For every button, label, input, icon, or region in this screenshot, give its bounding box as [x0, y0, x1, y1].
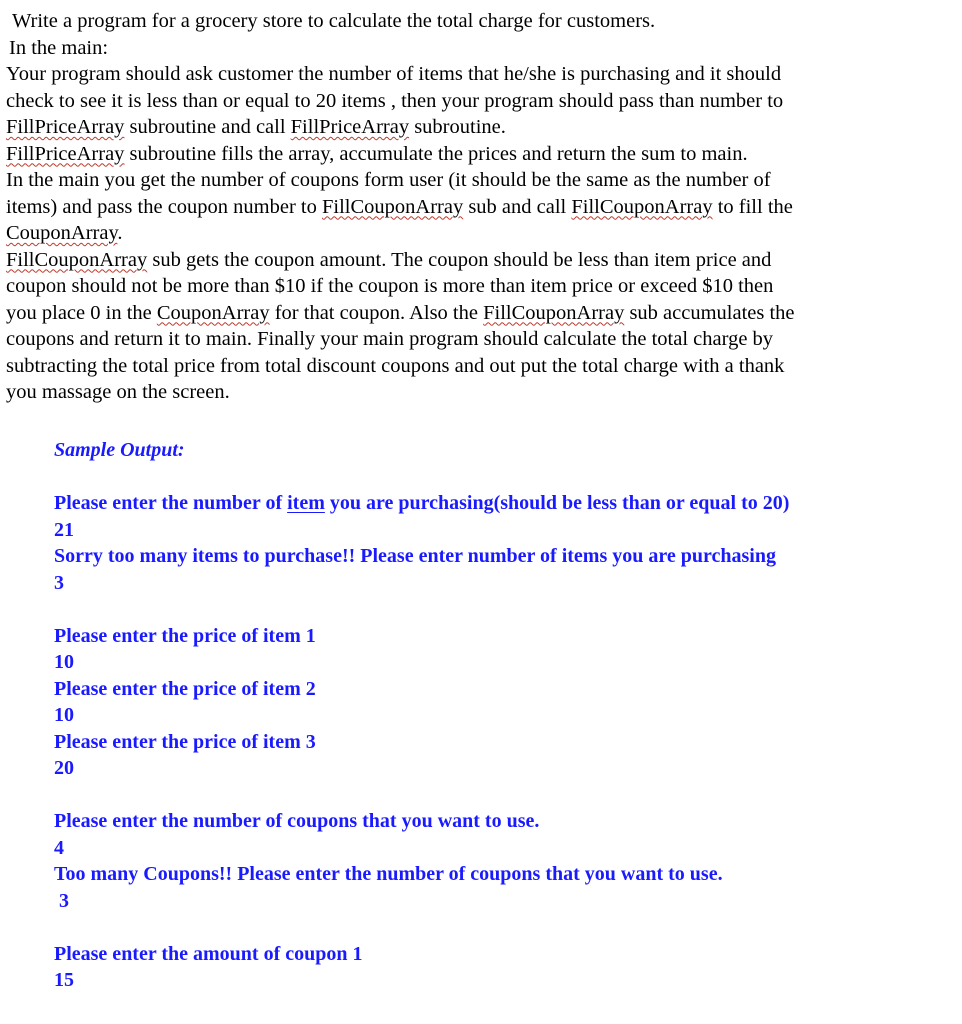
problem-line-2: In the main:	[9, 36, 109, 59]
term-fillcouponarray: FillCouponArray	[321, 195, 464, 218]
text-segment: subroutine fills the array, accumulate the prices and return the sum to main.	[124, 142, 748, 165]
sample-line-1	[54, 490, 954, 517]
problem-line-13: coupons and return it to main. Finally your main program should calculate the total charge by	[6, 328, 774, 350]
sample-line-6: 10	[54, 651, 74, 673]
term-fillpricearray: FillPriceArray	[6, 142, 125, 165]
problem-line-9	[6, 220, 956, 247]
term-fillpricearray: FillPriceArray	[290, 116, 410, 138]
spacer	[54, 914, 954, 941]
problem-line-3: Your program should ask customer the number of items that he/she is purchasing and it should	[6, 63, 782, 85]
sample-line-9: Please enter the price of item 3	[54, 730, 316, 753]
problem-line-1: Write a program for a grocery store to calculate the total charge for customers.	[12, 10, 656, 32]
sample-line-15: Please enter the amount of coupon 1	[54, 942, 363, 965]
term-couponarray: CouponArray	[156, 301, 270, 324]
problem-line-8	[6, 194, 956, 221]
sample-line-3: Sorry too many items to purchase!! Please enter number of items you are purchasing	[54, 545, 776, 567]
text-segment: Please enter the number of	[54, 492, 288, 514]
text-segment: sub gets the coupon amount. The coupon should be less than item price and	[147, 248, 772, 271]
spacer	[54, 782, 954, 809]
sample-line-4: 3	[54, 571, 64, 594]
problem-line-15: you massage on the screen.	[6, 381, 230, 403]
term-couponarray: CouponArray	[6, 222, 118, 244]
problem-line-12	[6, 300, 956, 327]
text-segment: subroutine.	[409, 116, 506, 138]
spacer	[54, 596, 954, 623]
problem-line-6	[6, 141, 956, 168]
underlined-word: item	[287, 492, 325, 514]
problem-line-14: subtracting the total price from total discount coupons and out put the total charge with a thank	[6, 354, 785, 377]
term-fillpricearray: FillPriceArray	[6, 116, 125, 138]
sample-line-14: 3	[54, 889, 69, 912]
sample-line-16: 15	[54, 969, 74, 991]
term-fillcouponarray: FillCouponArray	[483, 301, 625, 324]
spacer	[54, 464, 954, 491]
text-segment: .	[117, 222, 123, 244]
sample-line-5: Please enter the price of item 1	[54, 624, 316, 647]
text-segment: you place 0 in the	[6, 301, 157, 324]
sample-line-2: 21	[54, 518, 74, 541]
sample-line-8: 10	[54, 704, 74, 726]
text-segment: you are purchasing(should be less than or equal to 20)	[324, 492, 790, 514]
term-fillcouponarray: FillCouponArray	[571, 195, 713, 218]
term-fillcouponarray: FillCouponArray	[6, 248, 148, 271]
sample-line-11: Please enter the number of coupons that you want to use.	[54, 810, 540, 832]
problem-line-4: check to see it is less than or equal to 20 items , then your program should pass than number to	[6, 89, 784, 112]
problem-statement	[6, 8, 956, 406]
text-segment: items) and pass the coupon number to	[6, 195, 322, 218]
problem-line-7: In the main you get the number of coupons form user (it should be the same as the number of	[6, 169, 771, 191]
sample-line-13: Too many Coupons!! Please enter the number of coupons that you want to use.	[54, 863, 723, 885]
text-segment: to fill the	[712, 195, 793, 218]
sample-line-7: Please enter the price of item 2	[54, 677, 316, 700]
text-segment: sub and call	[463, 195, 572, 218]
text-segment: subroutine and call	[124, 116, 291, 138]
text-segment: for that coupon. Also the	[269, 301, 484, 324]
text-segment: sub accumulates the	[624, 301, 795, 324]
problem-line-10	[6, 247, 956, 274]
problem-line-5	[6, 114, 956, 141]
sample-line-12: 4	[54, 836, 64, 859]
problem-line-11: coupon should not be more than $10 if the coupon is more than item price or exceed $10 then	[6, 275, 774, 297]
sample-output-title: Sample Output:	[54, 439, 185, 461]
sample-output	[54, 437, 954, 994]
sample-line-10: 20	[54, 757, 74, 779]
